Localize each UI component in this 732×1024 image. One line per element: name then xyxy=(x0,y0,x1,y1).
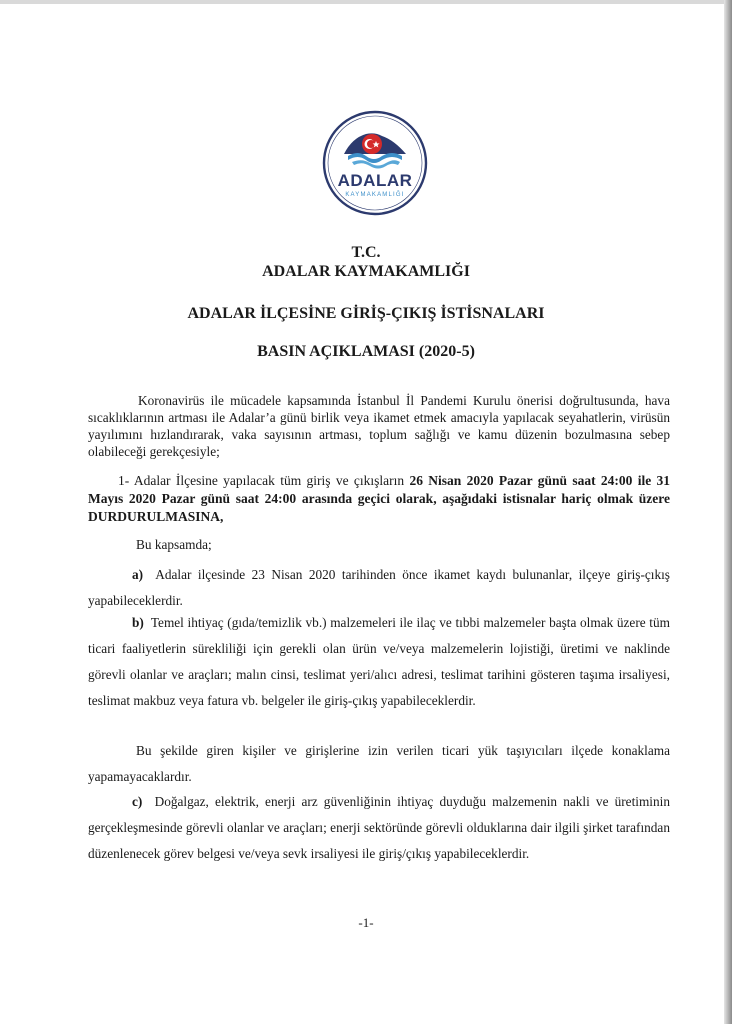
logo-sub: KAYMAKAMLIĞI xyxy=(345,192,405,198)
heading-press-release: BASIN AÇIKLAMASI (2020-5) xyxy=(257,343,475,360)
item-1-number: 1- xyxy=(118,473,130,488)
item-a-text: Adalar ilçesinde 23 Nisan 2020 tarihinden önce ikamet kaydı bulunanlar, ilçeye giriş-çıkış yapabileceklerdir. xyxy=(88,567,670,608)
intro-paragraph: Koronavirüs ile mücadele kapsamında İstanbul İl Pandemi Kurulu önerisi doğrultusunda, hava sıcaklıklarının artması ile Adalar’a günü birlik veya ikamet etmek amacıyla yapılacak seyahatlerin, virüsün yayılımını hızlandırarak, vaka sayısının artması, toplum sağlığı ve kamu düzenin bozulmasına sebep olabileceği gerekçesiyle; xyxy=(88,393,670,459)
heading-org: ADALAR KAYMAKAMLIĞI xyxy=(262,263,470,280)
item-c-label: c) xyxy=(132,794,143,809)
page-right-edge xyxy=(724,0,732,1024)
heading-tc: T.C. xyxy=(351,244,381,261)
item-b-note: Bu şekilde giren kişiler ve girişlerine izin verilen ticari yük taşıyıcıları ilçede konaklama yapamayacaklardır. xyxy=(88,743,670,784)
page-number: -1- xyxy=(358,915,374,930)
item-c-paragraph xyxy=(88,789,670,867)
heading-title: ADALAR İLÇESİNE GİRİŞ-ÇIKIŞ İSTİSNALARI xyxy=(187,305,545,322)
adalar-logo xyxy=(322,110,428,216)
page-top-edge xyxy=(0,0,732,4)
scope-line: Bu kapsamda; xyxy=(136,537,212,552)
item-b-text: Temel ihtiyaç (gıda/temizlik vb.) malzemeleri ile ilaç ve tıbbi malzemeler başta olmak üzere tüm ticari faaliyetlerin sürekliliği için gerekli olan ürün ve/veya malzemelerin lojistiği, üretimi ve naklinde görevli olanlar ve araçları; malın cinsi, teslimat yeri/alıcı adresi, teslimat tarihini gösteren taşıma irsaliyesi, teslimat makbuz veya fatura vb. belgeler ile giriş-çıkış yapabileceklerdir. xyxy=(88,615,670,708)
item-1-bold: 26 Nisan 2020 Pazar günü saat 24:00 ile 31 Mayıs 2020 Pazar günü saat 24:00 arasında geçici olarak, aşağıdaki istisnalar hariç olmak üzere DURDURULMASINA, xyxy=(88,473,671,524)
logo-brand: ADALAR xyxy=(337,171,413,190)
item-1-text: Adalar İlçesine yapılacak tüm giriş ve çıkışların xyxy=(133,473,405,488)
item-b-paragraph xyxy=(88,610,670,714)
item-a-paragraph xyxy=(88,562,670,614)
item-1-paragraph xyxy=(88,472,670,526)
item-c-text: Doğalgaz, elektrik, enerji arz güvenliğinin ihtiyaç duyduğu malzemenin nakli ve üretiminin gerçekleşmesinde görevli olanlar ve araçları; enerji sektöründe görevli olduklarına dair ilgili şirket tarafından düzenlenecek görev belgesi ve/veya sevk irsaliyesi ile giriş/çıkış yapabileceklerdir. xyxy=(88,794,670,861)
item-b-label: b) xyxy=(132,615,144,630)
item-a-label: a) xyxy=(132,567,144,582)
